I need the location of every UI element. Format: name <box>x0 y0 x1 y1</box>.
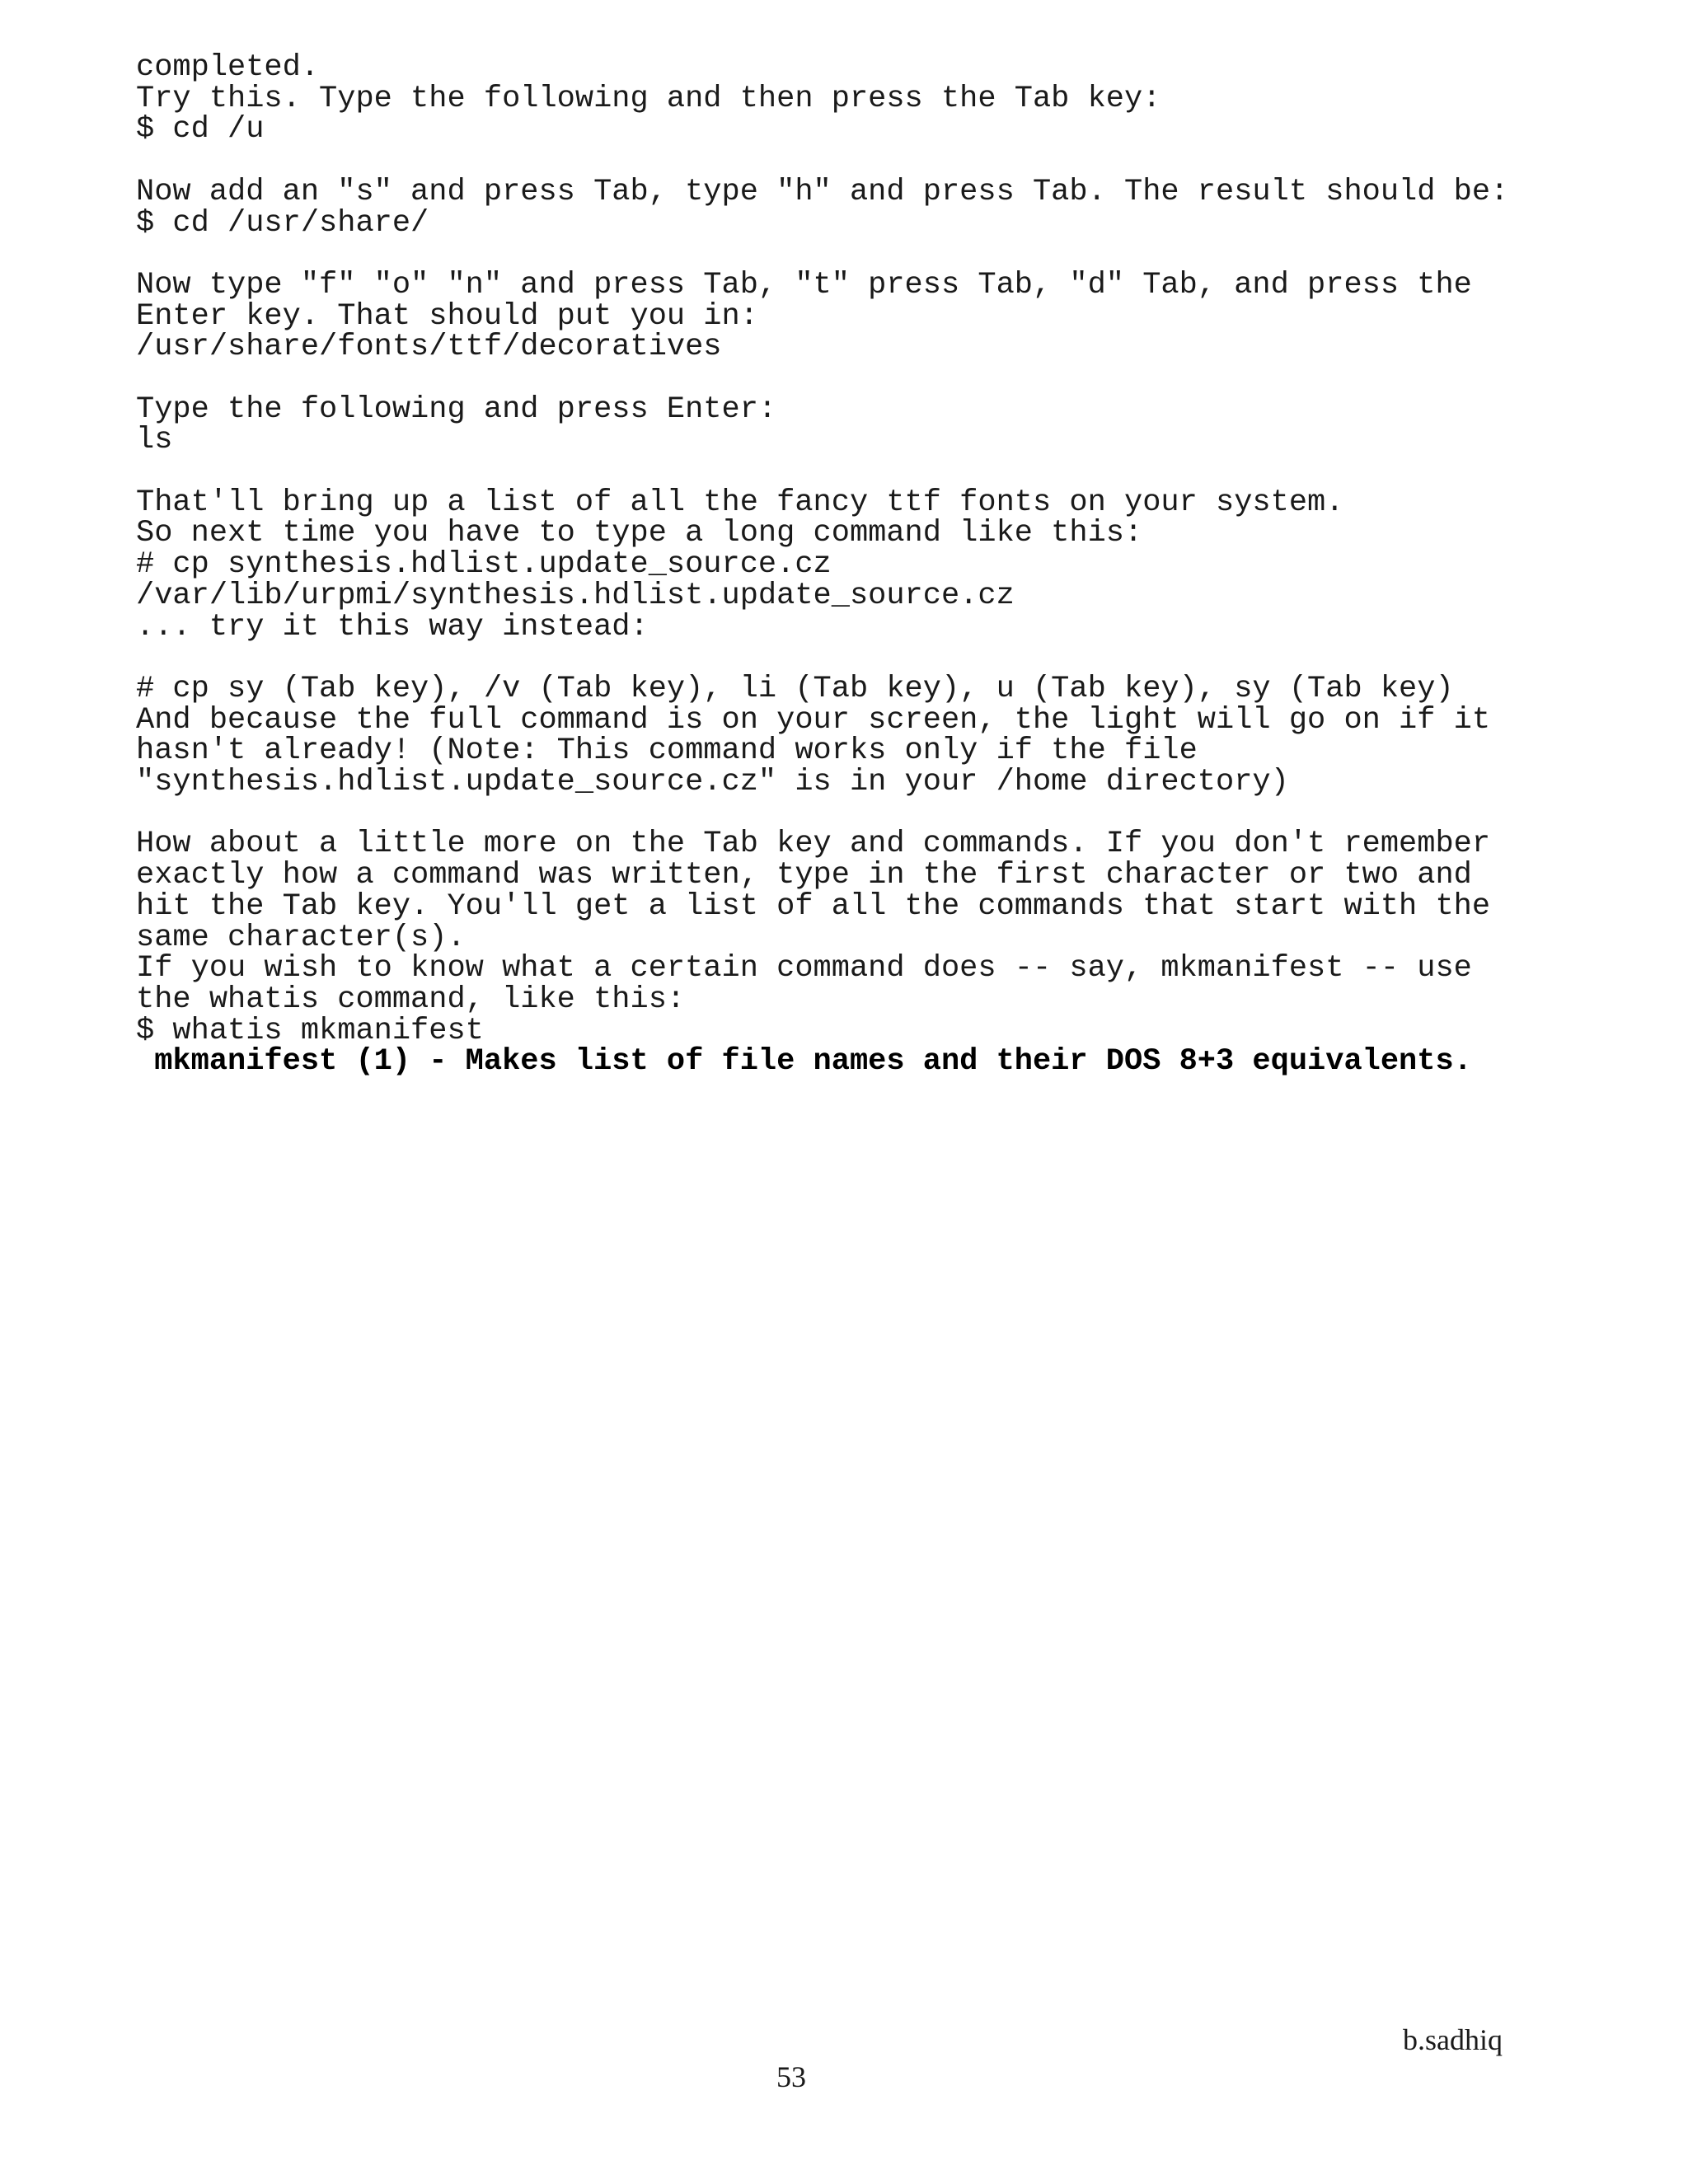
text-line: That'll bring up a list of all the fancy ttf fonts on your system. <box>136 485 1344 520</box>
text-line: So next time you have to type a long command like this: <box>136 516 1143 551</box>
text-line: ... try it this way instead: <box>136 609 649 644</box>
blank-line <box>136 643 1587 674</box>
text-line: $ whatis mkmanifest <box>136 1013 484 1048</box>
text-line: $ cd /usr/share/ <box>136 205 429 241</box>
text-line: How about a little more on the Tab key and commands. If you don't remember <box>136 827 1491 862</box>
blank-line <box>136 363 1587 395</box>
document-body <box>136 50 1587 1080</box>
text-line: # cp synthesis.hdlist.update_source.cz <box>136 547 832 583</box>
text-line: exactly how a command was written, type in the first character or two and <box>136 858 1472 893</box>
text-line: Try this. Type the following and then press the Tab key: <box>136 81 1161 116</box>
text-line: /var/lib/urpmi/synthesis.hdlist.update_source.cz <box>136 578 1015 613</box>
text-line: "synthesis.hdlist.update_source.cz" is in your /home directory) <box>136 765 1289 800</box>
text-line: # cp sy (Tab key), /v (Tab key), li (Tab key), u (Tab key), sy (Tab key) <box>136 671 1454 706</box>
text-line: Enter key. That should put you in: <box>136 298 758 334</box>
blank-line <box>136 457 1587 488</box>
author-signature: b.sadhiq <box>1403 2023 1503 2056</box>
text-line: hit the Tab key. You'll get a list of all the commands that start with the <box>136 888 1491 924</box>
text-line: ls <box>136 423 173 458</box>
text-line: same character(s). <box>136 920 466 955</box>
blank-line <box>136 239 1587 270</box>
text-line: Now type "f" "o" "n" and press Tab, "t" press Tab, "d" Tab, and press the <box>136 267 1472 302</box>
command-output-line: mkmanifest (1) - Makes list of file names and their DOS 8+3 equivalents. <box>136 1044 1472 1080</box>
text-line: Type the following and press Enter: <box>136 391 777 427</box>
text-line: the whatis command, like this: <box>136 982 686 1017</box>
text-line: /usr/share/fonts/ttf/decoratives <box>136 330 722 365</box>
text-line: $ cd /u <box>136 112 265 148</box>
blank-line <box>136 799 1587 830</box>
text-line: If you wish to know what a certain command does -- say, mkmanifest -- use <box>136 951 1472 987</box>
text-line: And because the full command is on your screen, the light will go on if it <box>136 702 1491 738</box>
blank-line <box>136 146 1587 177</box>
text-line: completed. <box>136 50 320 85</box>
text-line: hasn't already! (Note: This command works only if the file <box>136 733 1198 769</box>
text-line: Now add an "s" and press Tab, type "h" and press Tab. The result should be: <box>136 174 1509 209</box>
page-number: 53 <box>776 2060 806 2093</box>
